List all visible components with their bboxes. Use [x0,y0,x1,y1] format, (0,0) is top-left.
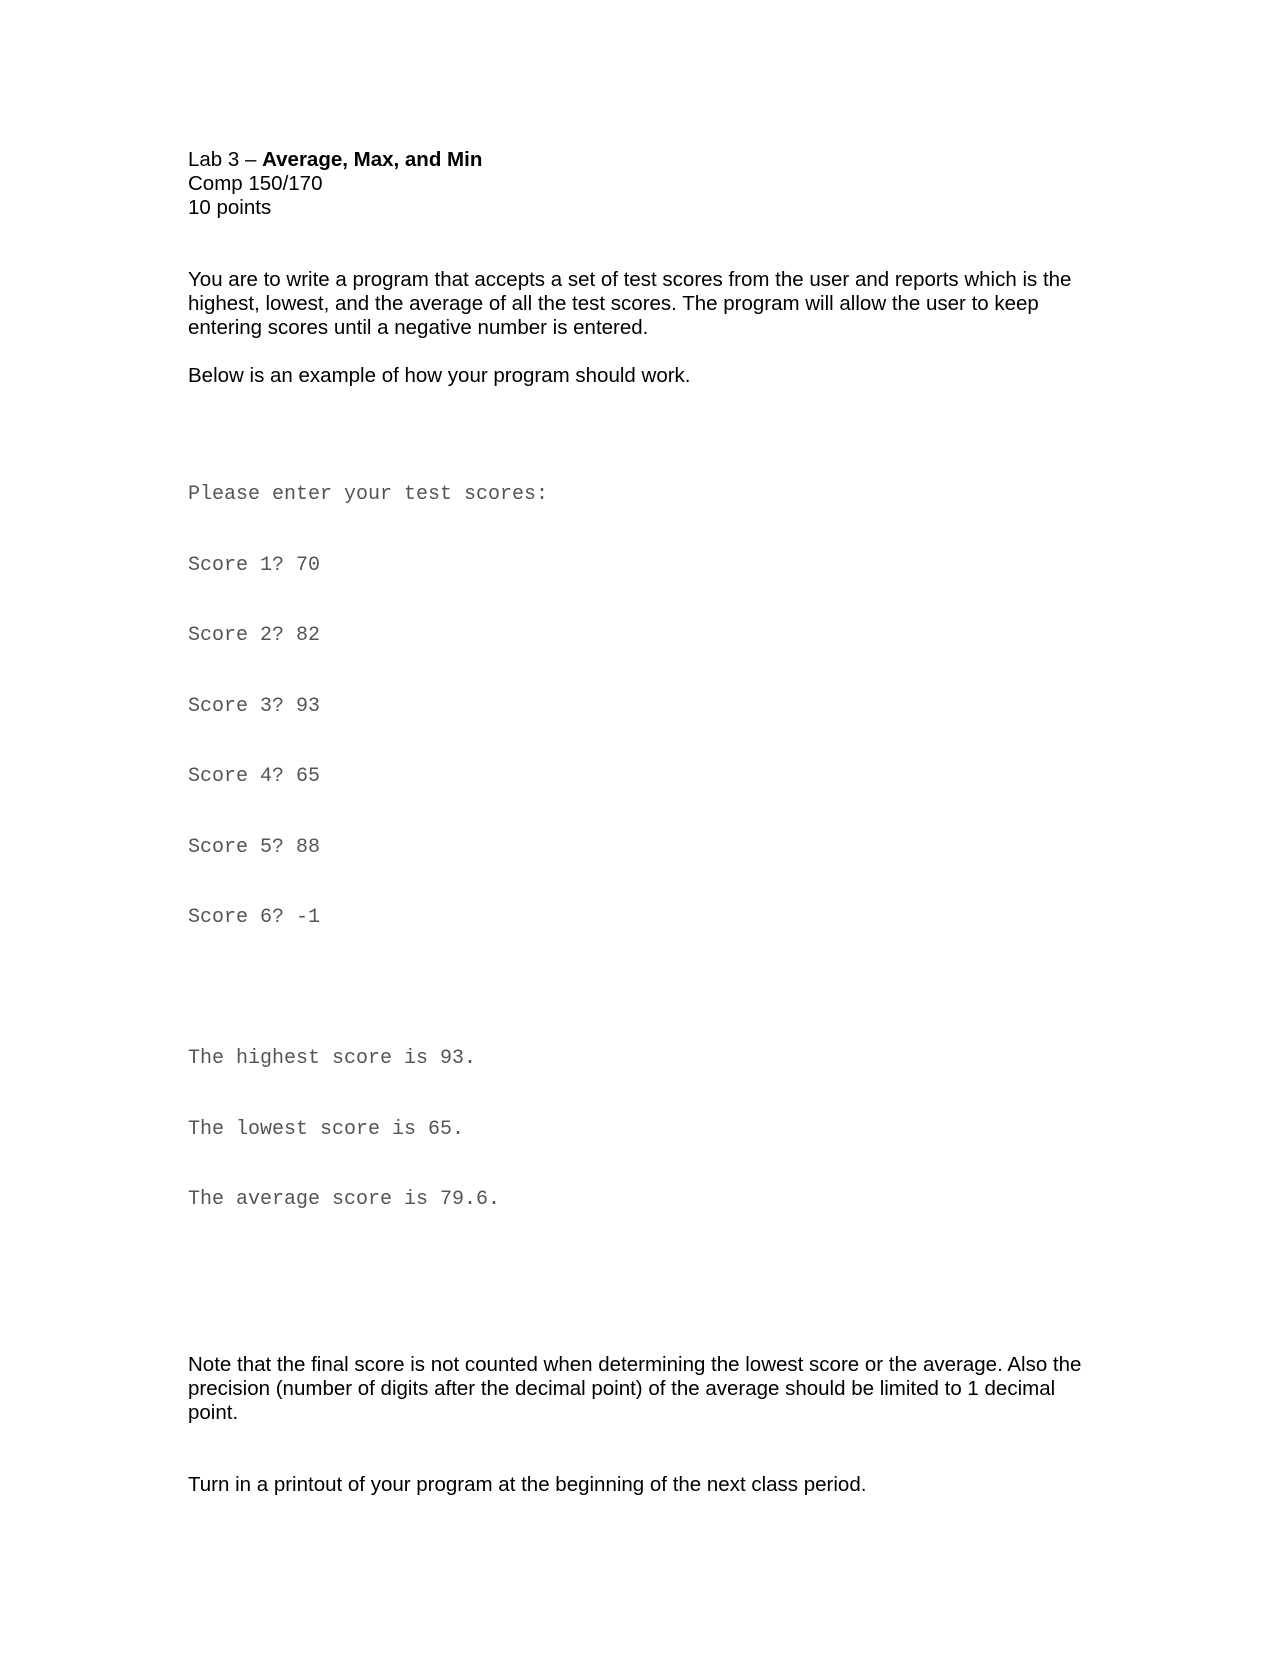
example-result-line: The lowest score is 65. [188,1117,465,1141]
note-paragraph: Note that the final score is not counted when determining the lowest score or the average. Also the precision (number of digits after the decimal point) of the average should be limited to 1 decimal point. [188,1352,1082,1424]
example-input-line: Score 1? 70 [188,553,321,577]
example-blank-line [188,977,1098,1001]
example-input-line: Score 4? 65 [188,765,321,788]
example-input-line: Score 6? -1 [188,906,321,929]
example-input-line: Score 2? 82 [188,624,321,647]
example-result-line: The highest score is 93. [188,1047,477,1070]
example-output-block [188,436,1098,1259]
example-prompt-line: Please enter your test scores: [188,483,549,506]
lab-title: Average, Max, and Min [262,148,483,171]
course-number: Comp 150/170 [188,172,323,195]
lab-prefix: Lab 3 – [188,148,263,171]
example-input-line: Score 3? 93 [188,694,321,718]
lab-title-line [188,148,1098,172]
example-input-line: Score 5? 88 [188,835,321,859]
intro-paragraph: You are to write a program that accepts a set of test scores from the user and reports which is the highest, lowest, and the average of all the test scores. The program will allow the user to keep entering scores until a negative number is entered. [188,268,1072,339]
example-intro-paragraph: Below is an example of how your program should work. [188,364,691,387]
turn-in-paragraph: Turn in a printout of your program at the beginning of the next class period. [188,1472,867,1496]
example-result-line: The average score is 79.6. [188,1188,501,1211]
points-value: 10 points [188,196,272,219]
document-content [188,148,1098,1497]
